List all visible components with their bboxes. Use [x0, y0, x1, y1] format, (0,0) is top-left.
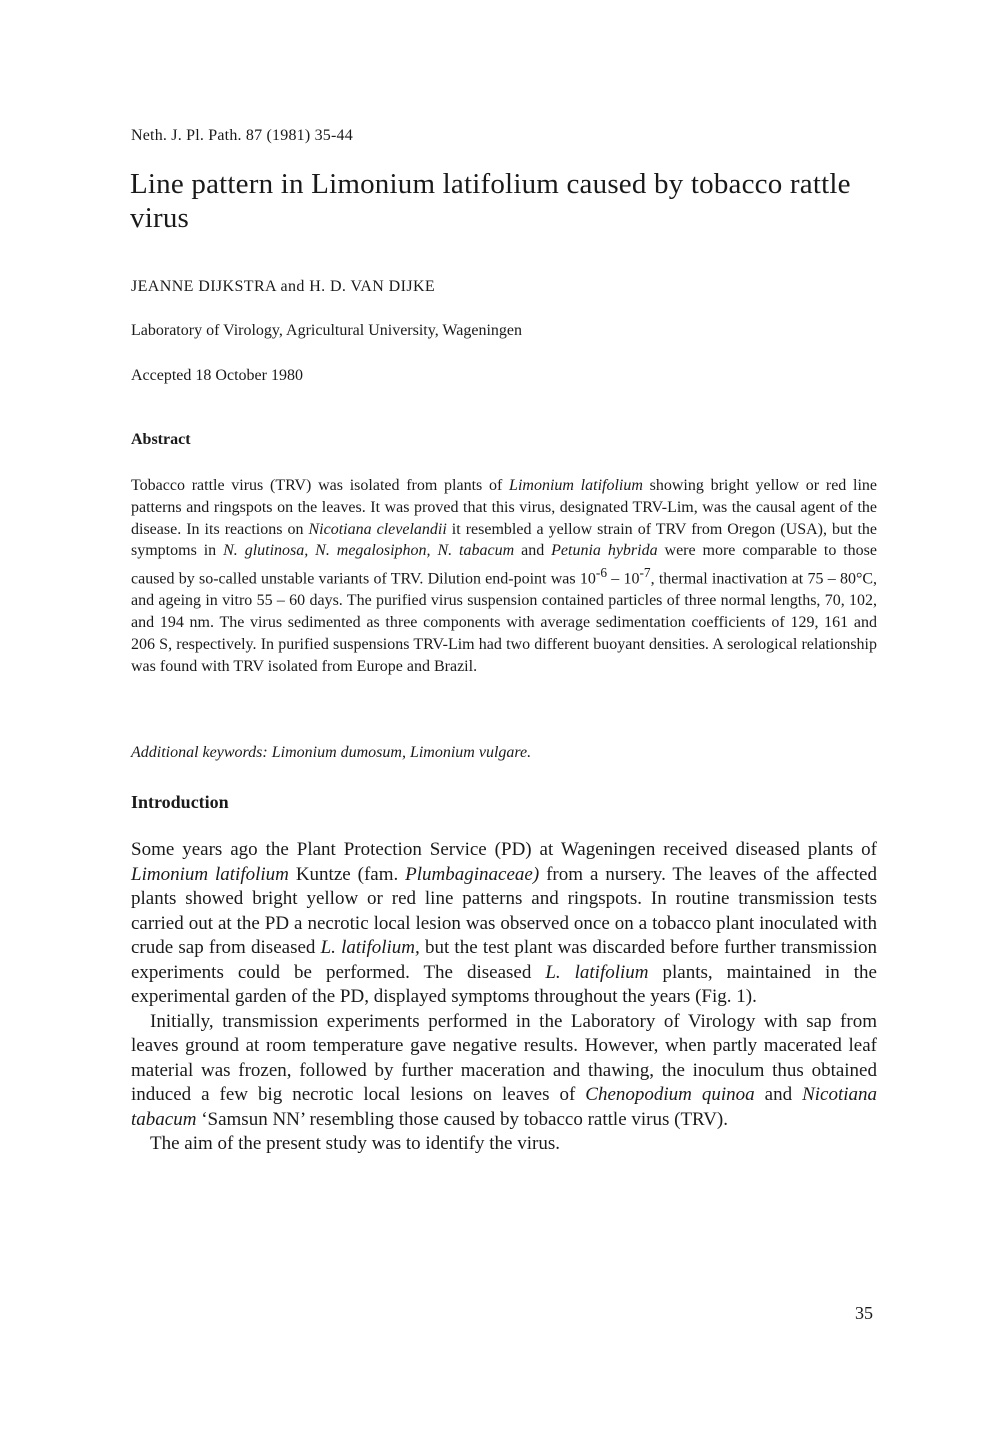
- species-name: Nicotiana tabacum: [131, 1084, 878, 1130]
- family-name: Plumbaginaceae): [405, 863, 540, 885]
- introduction-heading: Introduction: [131, 792, 229, 812]
- intro-text-segment: and: [754, 1084, 803, 1105]
- species-name: Limonium latifolium: [509, 477, 643, 494]
- page-number: 35: [855, 1303, 873, 1323]
- exponent: -7: [639, 565, 651, 581]
- abstract-text-segment: – 10: [606, 570, 640, 588]
- intro-text-segment: from a nursery. The leaves of the affected plants showed bright yellow or red line patterns and ringspots. In routine transmission tests carried out at the PD a necrotic local lesion was observed once on a tobacco plant inoculated with crude sap from diseased: [131, 863, 877, 958]
- intro-paragraph-1: [131, 838, 877, 1010]
- species-name: Limonium latifolium: [131, 863, 289, 885]
- abstract-text-segment: were more comparable to those caused by so-called unstable variants of TRV. Dilution end-point was 10: [131, 542, 878, 588]
- abstract-text-segment: showing bright yellow or red line patterns and ringspots on the leaves. It was proved that this virus, designated TRV-Lim, was the causal agent of the disease. In its reactions on: [131, 477, 878, 538]
- exponent: -6: [595, 565, 607, 581]
- species-name: Nicotiana clevelandii: [308, 520, 447, 538]
- journal-reference: Neth. J. Pl. Path. 87 (1981) 35-44: [131, 127, 353, 144]
- abstract-text-segment: it resembled a yellow strain of TRV from Oregon (USA), but the symptoms in: [131, 520, 877, 560]
- abstract-text: [131, 475, 877, 678]
- accepted-date: Accepted 18 October 1980: [131, 367, 303, 384]
- intro-paragraph-2: [131, 1010, 877, 1133]
- intro-text-segment: plants, maintained in the experimental garden of the PD, displayed symptoms throughout the years (Fig. 1).: [131, 961, 877, 1007]
- intro-text-segment: ‘Samsun NN’ resembling those caused by tobacco rattle virus (TRV).: [196, 1108, 729, 1130]
- abstract-heading: Abstract: [131, 431, 191, 448]
- species-name: L. latifolium,: [320, 937, 420, 958]
- intro-text-segment: Some years ago the Plant Protection Service (PD) at Wageningen received diseased plants of: [131, 839, 877, 860]
- species-name: N. glutinosa, N. megalosiphon, N. tabacum: [223, 542, 515, 560]
- abstract-text-segment: and: [514, 542, 552, 560]
- article-title: Line pattern in Limonium latifolium caused by tobacco rattle virus: [130, 168, 851, 234]
- species-name: L. latifolium: [545, 961, 649, 983]
- abstract-text-segment: , thermal inactivation at 75 – 80°C, and ageing in vitro 55 – 60 days. The purified virus suspension contained particles of three normal lengths, 70, 102, and 194 nm. The virus sedimented as three components with average sedimentation coefficients of 129, 161 and 206 S, respectively. In purified suspensions TRV-Lim had two different buoyant densities. A serological relationship was found with TRV isolated from Europe and Brazil.: [131, 570, 878, 675]
- species-name: Petunia hybrida: [551, 542, 658, 560]
- intro-text-segment: Kuntze (fam.: [288, 863, 406, 885]
- introduction-body: [131, 838, 877, 1157]
- intro-text-segment: Initially, transmission experiments performed in the Laboratory of Virology with sap from leaves ground at room temperature gave negative results. However, when partly macerated leaf material was frozen, followed by further maceration and thawing, the inoculum thus obtained induced a few big necrotic local lesions on leaves of: [131, 1010, 877, 1105]
- intro-paragraph-3: The aim of the present study was to identify the virus.: [150, 1133, 560, 1154]
- abstract-text-segment: Tobacco rattle virus (TRV) was isolated from plants of: [131, 477, 510, 494]
- intro-text-segment: but the test plant was discarded before further transmission experiments could be performed. The diseased: [131, 937, 877, 983]
- author-affiliation: Laboratory of Virology, Agricultural University, Wageningen: [131, 322, 522, 339]
- species-name: Chenopodium quinoa: [585, 1084, 755, 1105]
- additional-keywords: Additional keywords: Limonium dumosum, Limonium vulgare.: [131, 744, 532, 761]
- author-list: JEANNE DIJKSTRA and H. D. VAN DIJKE: [131, 278, 436, 295]
